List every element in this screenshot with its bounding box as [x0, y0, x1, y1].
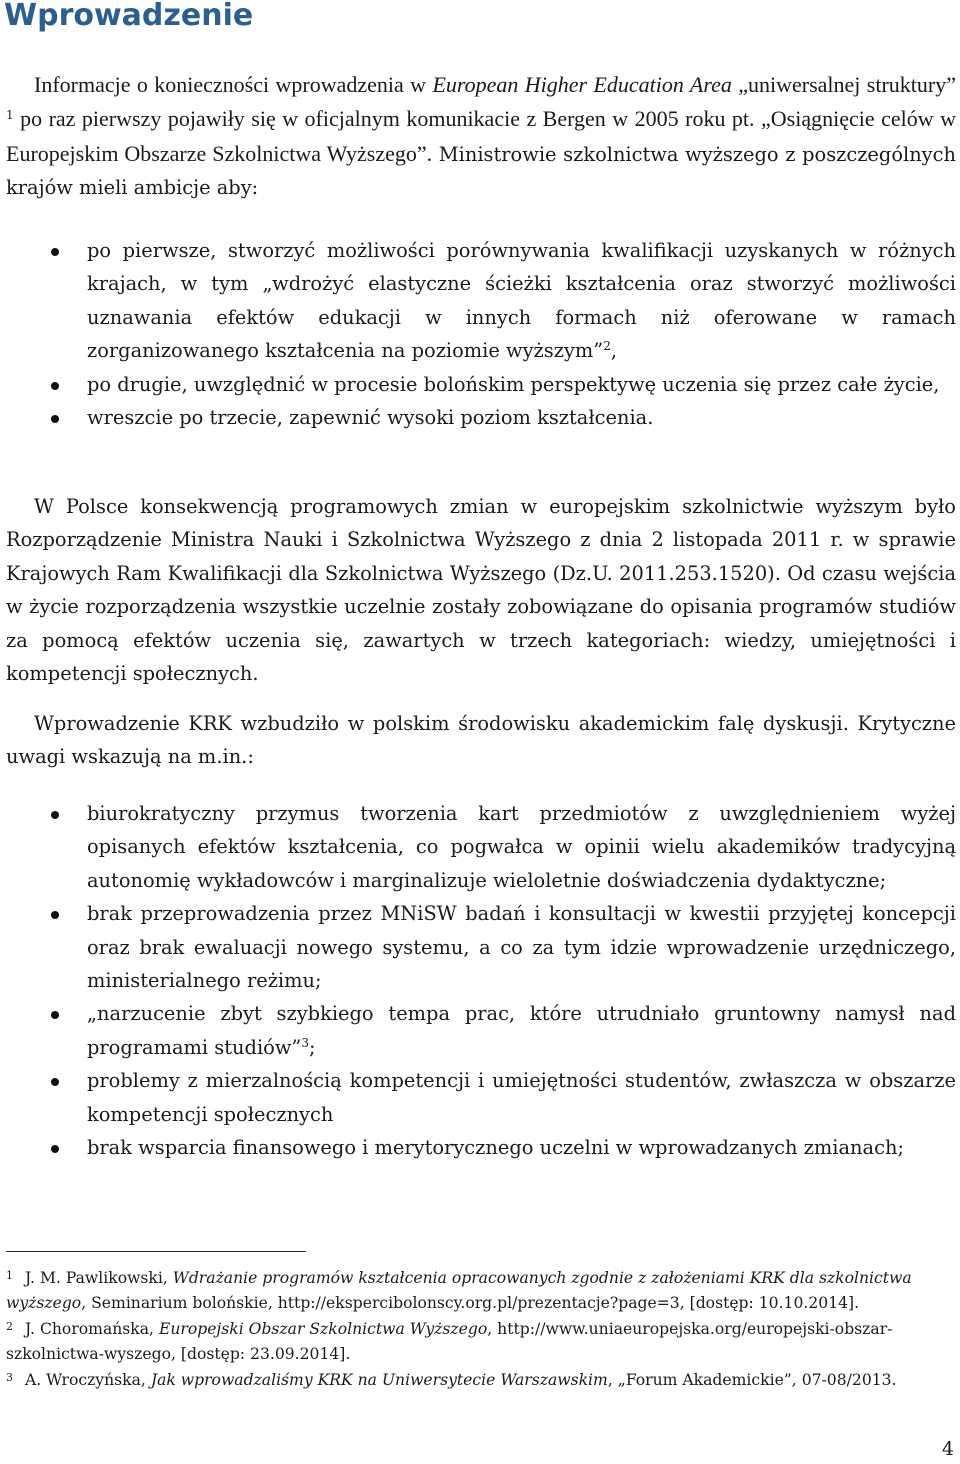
bullet-icon: [51, 811, 59, 819]
footnote-ref-2[interactable]: 2: [603, 339, 611, 354]
bullet-icon: [51, 911, 59, 919]
intro-text-4: Ministrowie szkolnictwa wyższego z poszczególnych krajów mieli ambicje aby:: [6, 142, 956, 200]
criticism-list: [0, 797, 956, 1164]
page-number: 4: [941, 1438, 954, 1460]
list-item: problemy z mierzalnością kompetencji i umiejętności studentów, zwłaszcza w obszarze kompetencji społecznych: [0, 1064, 956, 1131]
bullet-icon: [51, 382, 59, 390]
footnote-ref-3[interactable]: 3: [301, 1035, 309, 1050]
list-item: „narzucenie zbyt szybkiego tempa prac, które utrudniało gruntowny namysł nad programami studiów”$^3$;: [0, 997, 956, 1064]
intro-text-3: po raz pierwszy pojawiły się w oficjalnym komunikacie z Bergen w 2005 roku pt. „Osiągnięcie celów w Europejskim Obszarze Szkolnictwa Wyższego”.: [6, 106, 956, 166]
section-heading: Wprowadzenie: [4, 0, 254, 33]
intro-paragraph: [6, 68, 956, 205]
bullet-icon: [51, 1078, 59, 1086]
bullet-icon: [51, 1145, 59, 1153]
intro-text-2: „uniwersalnej struktury”: [731, 72, 956, 97]
footnote-1: $^1$ J. M. Pawlikowski, Wdrażanie programów kształcenia opracowanych zgodnie z założeniami KRK dla szkolnictwa wyższego, Seminarium bolońskie, http://ekspercibolonscy.org.pl/prezentacje?page=3, [dostęp: 10.10.2014].: [6, 1269, 912, 1312]
footnote-separator: [6, 1251, 306, 1252]
list-item: po pierwsze, stworzyć możliwości porównywania kwalifikacji uzyskanych w różnych krajach, w tym „wdrożyć elastyczne ścieżki kształcenia oraz stworzyć możliwości uznawania efektów edukacji w innych formach niż oferowane w ramach zorganizowanego kształcenia na poziomie wyższym”$^2$,: [0, 234, 956, 368]
list-item: wreszcie po trzecie, zapewnić wysoki poziom kształcenia.: [0, 401, 956, 434]
footnote-ref-1[interactable]: 1: [6, 108, 14, 123]
list-item: brak przeprowadzenia przez MNiSW badań i konsultacji w kwestii przyjętej koncepcji oraz brak ewaluacji nowego systemu, a co za tym idzie wprowadzenie urzędniczego, ministerialnego reżimu;: [0, 897, 956, 997]
bullet-icon: [51, 415, 59, 423]
list-item: brak wsparcia finansowego i merytorycznego uczelni w wprowadzanych zmianach;: [0, 1131, 956, 1164]
footnotes: [6, 1264, 954, 1393]
bullet-icon: [51, 248, 59, 256]
footnote-2: $^2$ J. Choromańska, Europejski Obszar Szkolnictwa Wyższego, http://www.uniaeuropejska.org/europejski-obszar-szkolnictwa-wyszego, [dostęp: 23.09.2014].: [6, 1320, 893, 1363]
bullet-icon: [51, 1011, 59, 1019]
intro-text-1: Informacje o konieczności wprowadzenia w: [34, 72, 433, 97]
intro-italic-ehea: European Higher Education Area: [432, 72, 732, 97]
footnote-3: $^3$ A. Wroczyńska, Jak wprowadzaliśmy KRK na Uniwersytecie Warszawskim, „Forum Akademickie”, 07-08/2013.: [6, 1371, 897, 1390]
list-item: po drugie, uwzględnić w procesie bolońskim perspektywę uczenia się przez całe życie,: [0, 368, 956, 401]
paragraph-criticism-intro: Wprowadzenie KRK wzbudziło w polskim środowisku akademickim falę dyskusji. Krytyczne uwagi wskazują na m.in.:: [6, 712, 956, 769]
list-item: biurokratyczny przymus tworzenia kart przedmiotów z uwzględnieniem wyżej opisanych efektów kształcenia, co pogwałca w opinii wielu akademików tradycyjną autonomię wykładowców i marginalizuje wieloletnie doświadczenia dydaktyczne;: [0, 797, 956, 897]
paragraph-krk-regulation: W Polsce konsekwencją programowych zmian w europejskim szkolnictwie wyższym było Rozporządzenie Ministra Nauki i Szkolnictwa Wyższego z dnia 2 listopada 2011 r. w sprawie Krajowych Ram Kwalifikacji dla Szkolnictwa Wyższego (Dz.U. 2011.253.1520). Od czasu wejścia w życie rozporządzenia wszystkie uczelnie zostały zobowiązane do opisania programów studiów za pomocą efektów uczenia się, zawartych w trzech kategoriach: wiedzy, umiejętności i kompetencji społecznych.: [6, 495, 956, 686]
ambitions-list: [0, 234, 956, 434]
